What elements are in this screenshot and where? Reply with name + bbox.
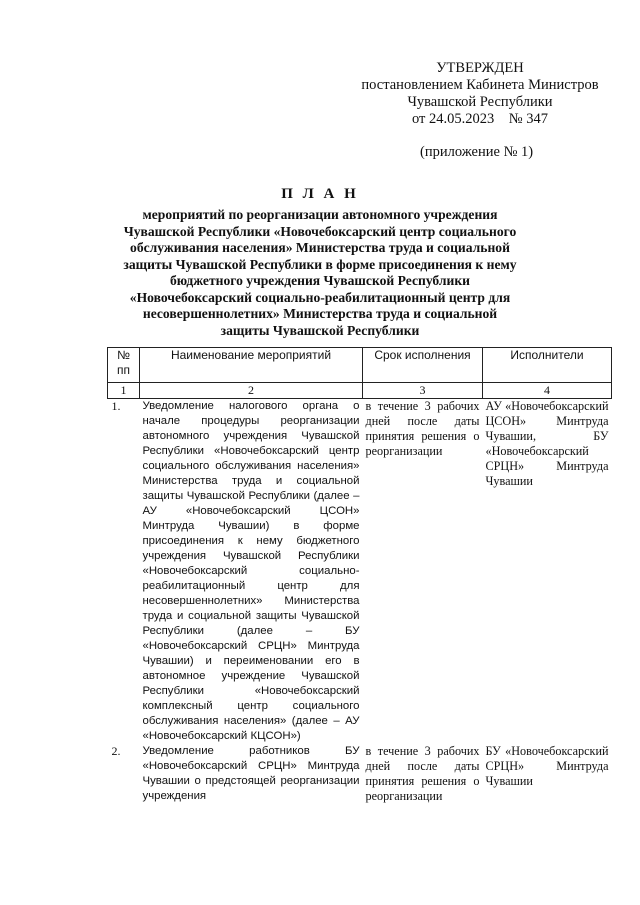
table-row (108, 399, 612, 745)
header-name: Наименование мероприятий (140, 348, 363, 383)
plan-table (107, 347, 612, 824)
approval-title: УТВЕРЖДЕН (436, 60, 524, 76)
row-number: 1. (111, 399, 121, 413)
appendix-label: (приложение № 1) (420, 144, 534, 160)
header-executors: Исполнители (483, 348, 612, 383)
column-number: 2 (140, 383, 363, 399)
row-executors: АУ «Новочебоксарский ЦСОН» Минтруда Чувашии, БУ «Новочебоксарский СРЦН» Минтруда Чувашии (485, 399, 609, 488)
column-number: 4 (483, 383, 612, 399)
approval-line: Чувашской Республики (407, 94, 553, 110)
approval-block (360, 60, 600, 128)
header-term: Срок исполнения (363, 348, 483, 383)
row-term: в течение 3 рабочих дней после даты принятия решения о реорганизации (365, 399, 480, 458)
table-row (108, 744, 612, 824)
approval-date-number: от 24.05.2023 № 347 (412, 111, 548, 127)
approval-line: постановлением Кабинета Министров (361, 77, 599, 93)
column-number-row (108, 383, 612, 399)
row-executors: БУ «Новочебоксарский СРЦН» Минтруда Чувашии (485, 744, 609, 788)
header-num: № пп (108, 348, 140, 383)
row-term: в течение 3 рабочих дней после даты принятия решения о реорганизации (365, 744, 480, 803)
table-header-row (108, 348, 612, 383)
column-number: 1 (108, 383, 140, 399)
column-number: 3 (363, 383, 483, 399)
document-title: П Л А Н (281, 186, 359, 202)
document-subtitle: мероприятий по реорганизации автономного учреждения Чувашской Республики «Новочебоксарский центр социального обслуживания населения» Министерства труда и социальной защиты Чувашской Республики в форме присоединения к нему бюджетного учреждения Чувашской Республики «Новочебоксарский социально-реабилитационный центр для несовершеннолетних» Министерства труда и социальной защиты Чувашской Республики (123, 207, 517, 338)
row-activity: Уведомление работников БУ «Новочебоксарский СРЦН» Минтруда Чувашии о предстоящей реорганизации учреждения (142, 745, 360, 802)
row-number: 2. (111, 744, 121, 758)
row-activity: Уведомление налогового органа о начале процедуры реорганизации автономного учреждения Чувашской Республики «Новочебоксарский центр социального обслуживания населения» Министерства труда и социальной защиты Чувашской Республики (далее – АУ «Новочебоксарский ЦСОН» Минтруда Чувашии) в форме присоединения к нему бюджетного учреждения Чувашской Республики «Новочебоксарский социально-реабилитационный центр для несовершеннолетних» Министерства труда и социальной защиты Чувашской Республики (далее – БУ «Новочебоксарский СРЦН» Минтруда Чувашии) и переименовании его в автономное учреждение Чувашской Республики «Новочебоксарский комплексный центр социального обслуживания населения» (далее – АУ «Новочебоксарский КЦСОН») (142, 400, 360, 742)
